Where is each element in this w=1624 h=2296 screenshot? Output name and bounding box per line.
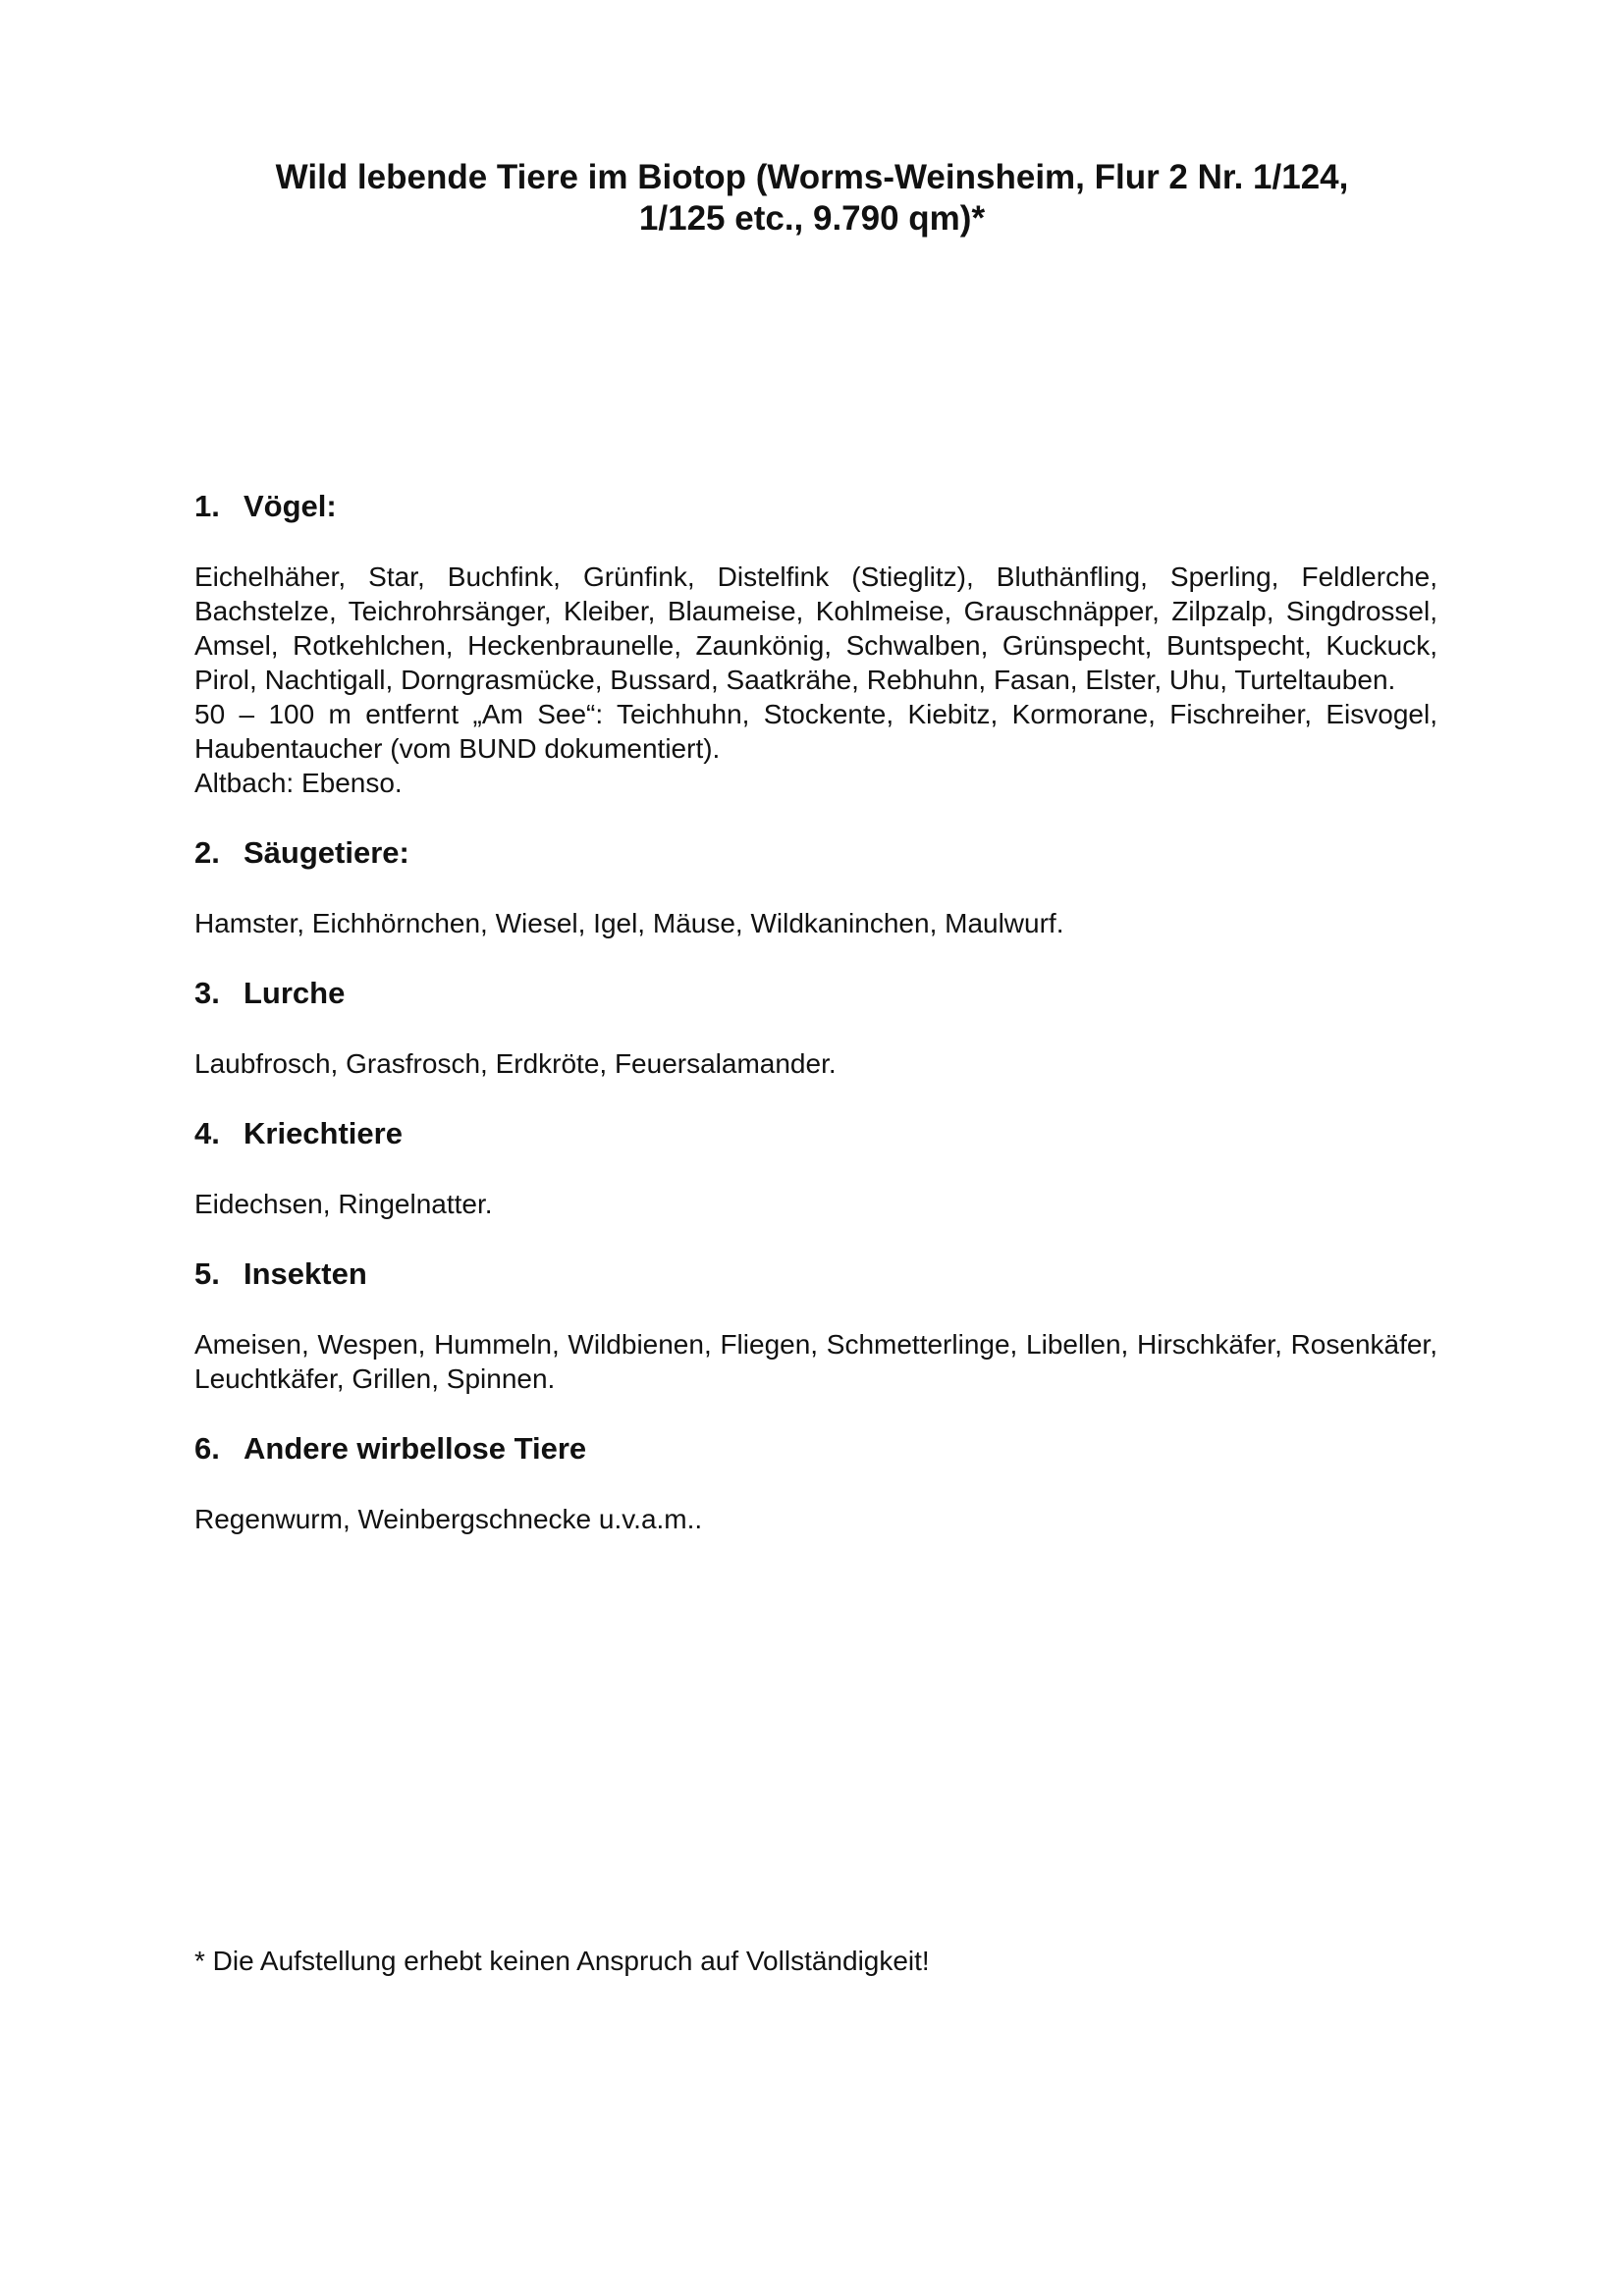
section-number: 4. [194, 1116, 220, 1150]
document-title-line-2: 1/125 etc., 9.790 qm)* [638, 199, 986, 238]
paragraph: Ameisen, Wespen, Hummeln, Wildbienen, Fliegen, Schmetterlinge, Libellen, Hirschkäfer, Rosenkäfer, Leuchtkäfer, Grillen, Spinnen. [194, 1329, 1437, 1394]
paragraph: Altbach: Ebenso. [194, 768, 403, 798]
section-text [194, 1046, 1437, 1081]
document-title [194, 157, 1430, 240]
footnote: * Die Aufstellung erhebt keinen Anspruch auf Vollständigkeit! [194, 1946, 930, 1976]
paragraph: Regenwurm, Weinbergschnecke u.v.a.m.. [194, 1504, 703, 1534]
section-number: 1. [194, 489, 220, 523]
section-heading [194, 1255, 1437, 1294]
section-title: Insekten [244, 1256, 367, 1291]
section-number: 2. [194, 835, 220, 870]
section-voegel [194, 487, 1437, 833]
section-number: 6. [194, 1431, 220, 1466]
section-kriechtiere [194, 1114, 1437, 1255]
section-text [194, 906, 1437, 940]
section-title: Andere wirbellose Tiere [244, 1431, 587, 1466]
section-heading [194, 833, 1437, 873]
section-saeugetiere [194, 833, 1437, 974]
section-text [194, 1327, 1437, 1396]
section-heading [194, 1429, 1437, 1468]
section-text [194, 1502, 1437, 1536]
section-wirbellose [194, 1429, 1437, 1536]
paragraph: Hamster, Eichhörnchen, Wiesel, Igel, Mäuse, Wildkaninchen, Maulwurf. [194, 908, 1064, 938]
document-title-line-1: Wild lebende Tiere im Biotop (Worms-Weinsheim, Flur 2 Nr. 1/124, [275, 158, 1349, 196]
section-heading [194, 974, 1437, 1013]
paragraph: Laubfrosch, Grasfrosch, Erdkröte, Feuersalamander. [194, 1048, 837, 1079]
section-number: 5. [194, 1256, 220, 1291]
paragraph: Eidechsen, Ringelnatter. [194, 1189, 493, 1219]
section-heading [194, 487, 1437, 526]
document-body [194, 487, 1437, 1536]
section-lurche [194, 974, 1437, 1114]
section-title: Kriechtiere [244, 1116, 403, 1150]
section-text [194, 560, 1437, 800]
section-title: Lurche [244, 976, 346, 1010]
section-title: Säugetiere: [244, 835, 409, 870]
section-number: 3. [194, 976, 220, 1010]
paragraph: Eichelhäher, Star, Buchfink, Grünfink, Distelfink (Stieglitz), Bluthänfling, Sperling, Feldlerche, Bachstelze, Teichrohrsänger, Kleiber, Blaumeise, Kohlmeise, Grauschnäpper, Zilpzalp, Singdrossel, Amsel, Rotkehlchen, Heckenbraunelle, Zaunkönig, Schwalben, Grünspecht, Buntspecht, Kuckuck, Pirol, Nachtigall, Dorngrasmücke, Bussard, Saatkrähe, Rebhuhn, Fasan, Elster, Uhu, Turteltauben. [194, 561, 1437, 695]
section-heading [194, 1114, 1437, 1153]
section-text [194, 1187, 1437, 1221]
paragraph: 50 – 100 m entfernt „Am See“: Teichhuhn, Stockente, Kiebitz, Kormorane, Fischreiher, Eisvogel, Haubentaucher (vom BUND dokumentiert). [194, 699, 1437, 764]
section-title: Vögel: [244, 489, 337, 523]
section-insekten [194, 1255, 1437, 1429]
